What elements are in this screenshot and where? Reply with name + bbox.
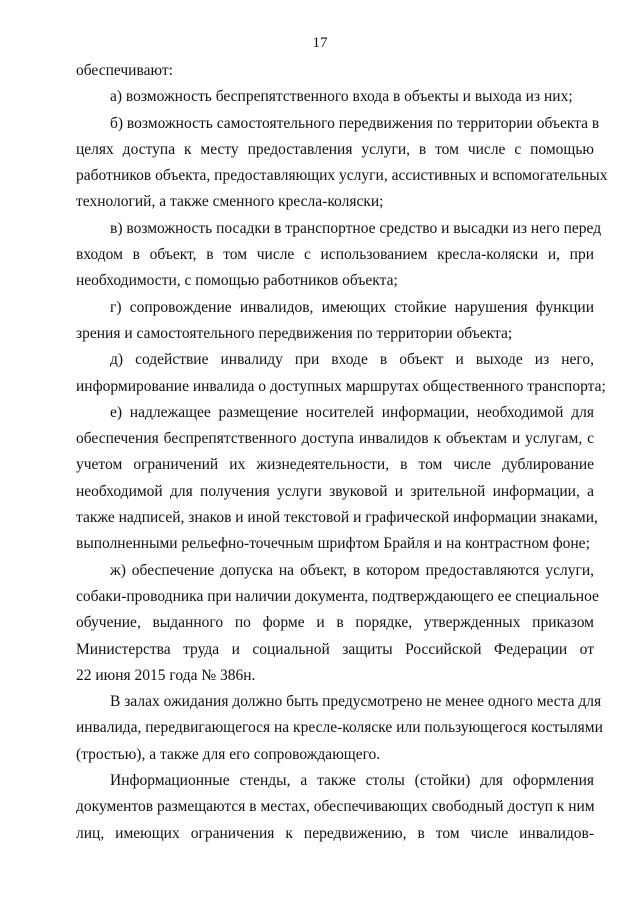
text-line: технологий, а также сменного кресла-коляски; <box>76 193 384 211</box>
text-line: 22 июня 2015 года № 386н. <box>76 666 256 684</box>
paragraph <box>76 347 606 400</box>
text-line: Министерства труда и социальной защиты Российской Федерации от <box>76 640 594 658</box>
text-line: ж) обеспечение допуска на объект, в котором предоставляются услуги, <box>110 561 594 579</box>
text-line: е) надлежащее размещение носителей информации, необходимой для <box>110 403 594 421</box>
text-line: необходимости, с помощью работников объекта; <box>76 272 398 290</box>
paragraph <box>76 84 594 110</box>
text-line: необходимой для получения услуги звуковой и зрительной информации, а <box>76 482 594 500</box>
page-number: 17 <box>312 35 328 51</box>
text-line: также надписей, знаков и иной текстовой и графической информации знаками, <box>76 509 598 527</box>
text-line: входом в объект, в том числе с использованием кресла-коляски и, при <box>76 246 594 264</box>
text-line: информирование инвалида о доступных маршрутах общественного транспорта; <box>76 377 606 395</box>
paragraph <box>76 216 602 295</box>
text-line: в) возможность посадки в транспортное средство и высадки из него перед <box>110 219 602 237</box>
paragraph <box>76 558 599 689</box>
text-line: г) сопровождение инвалидов, имеющих стойкие нарушения функции <box>110 298 594 316</box>
text-line: обеспечивают: <box>76 62 173 79</box>
document-body <box>76 58 608 847</box>
text-line: целях доступа к месту предоставления услуги, в том числе с помощью <box>76 140 594 158</box>
text-line: работников объекта, предоставляющих услуги, ассистивных и вспомогательных <box>76 167 608 185</box>
paragraph <box>76 58 594 84</box>
text-line: документов размещаются в местах, обеспечивающих свободный доступ к ним <box>76 798 595 816</box>
text-line: (тростью), а также для его сопровождающего. <box>76 745 381 763</box>
text-line: Информационные стенды, а также столы (стойки) для оформления <box>110 772 594 790</box>
text-line: В залах ожидания должно быть предусмотрено не менее одного места для <box>110 693 602 711</box>
paragraph <box>76 111 608 216</box>
paragraph <box>76 768 594 847</box>
text-line: собаки-проводника при наличии документа, подтверждающего ее специальное <box>76 587 599 605</box>
text-line: б) возможность самостоятельного передвижения по территории объекта в <box>110 114 600 132</box>
paragraph <box>76 400 598 558</box>
paragraph <box>76 295 594 348</box>
paragraph <box>76 689 603 768</box>
text-line: обучение, выданного по форме и в порядке, утвержденных приказом <box>76 614 594 632</box>
text-line: инвалида, передвигающегося на кресле-коляске или пользующегося костылями <box>76 719 603 737</box>
text-line: выполненными рельефно-точечным шрифтом Брайля и на контрастном фоне; <box>76 535 590 553</box>
text-line: лиц, имеющих ограничения к передвижению, в том числе инвалидов- <box>76 824 594 842</box>
text-line: а) возможность беспрепятственного входа в объекты и выхода из них; <box>110 88 573 106</box>
text-line: учетом ограничений их жизнедеятельности, в том числе дублирование <box>76 456 594 474</box>
text-line: зрения и самостоятельного передвижения по территории объекта; <box>76 324 513 342</box>
text-line: обеспечения беспрепятственного доступа инвалидов к объектам и услугам, с <box>76 430 594 448</box>
text-line: д) содействие инвалиду при входе в объект и выходе из него, <box>110 351 594 369</box>
